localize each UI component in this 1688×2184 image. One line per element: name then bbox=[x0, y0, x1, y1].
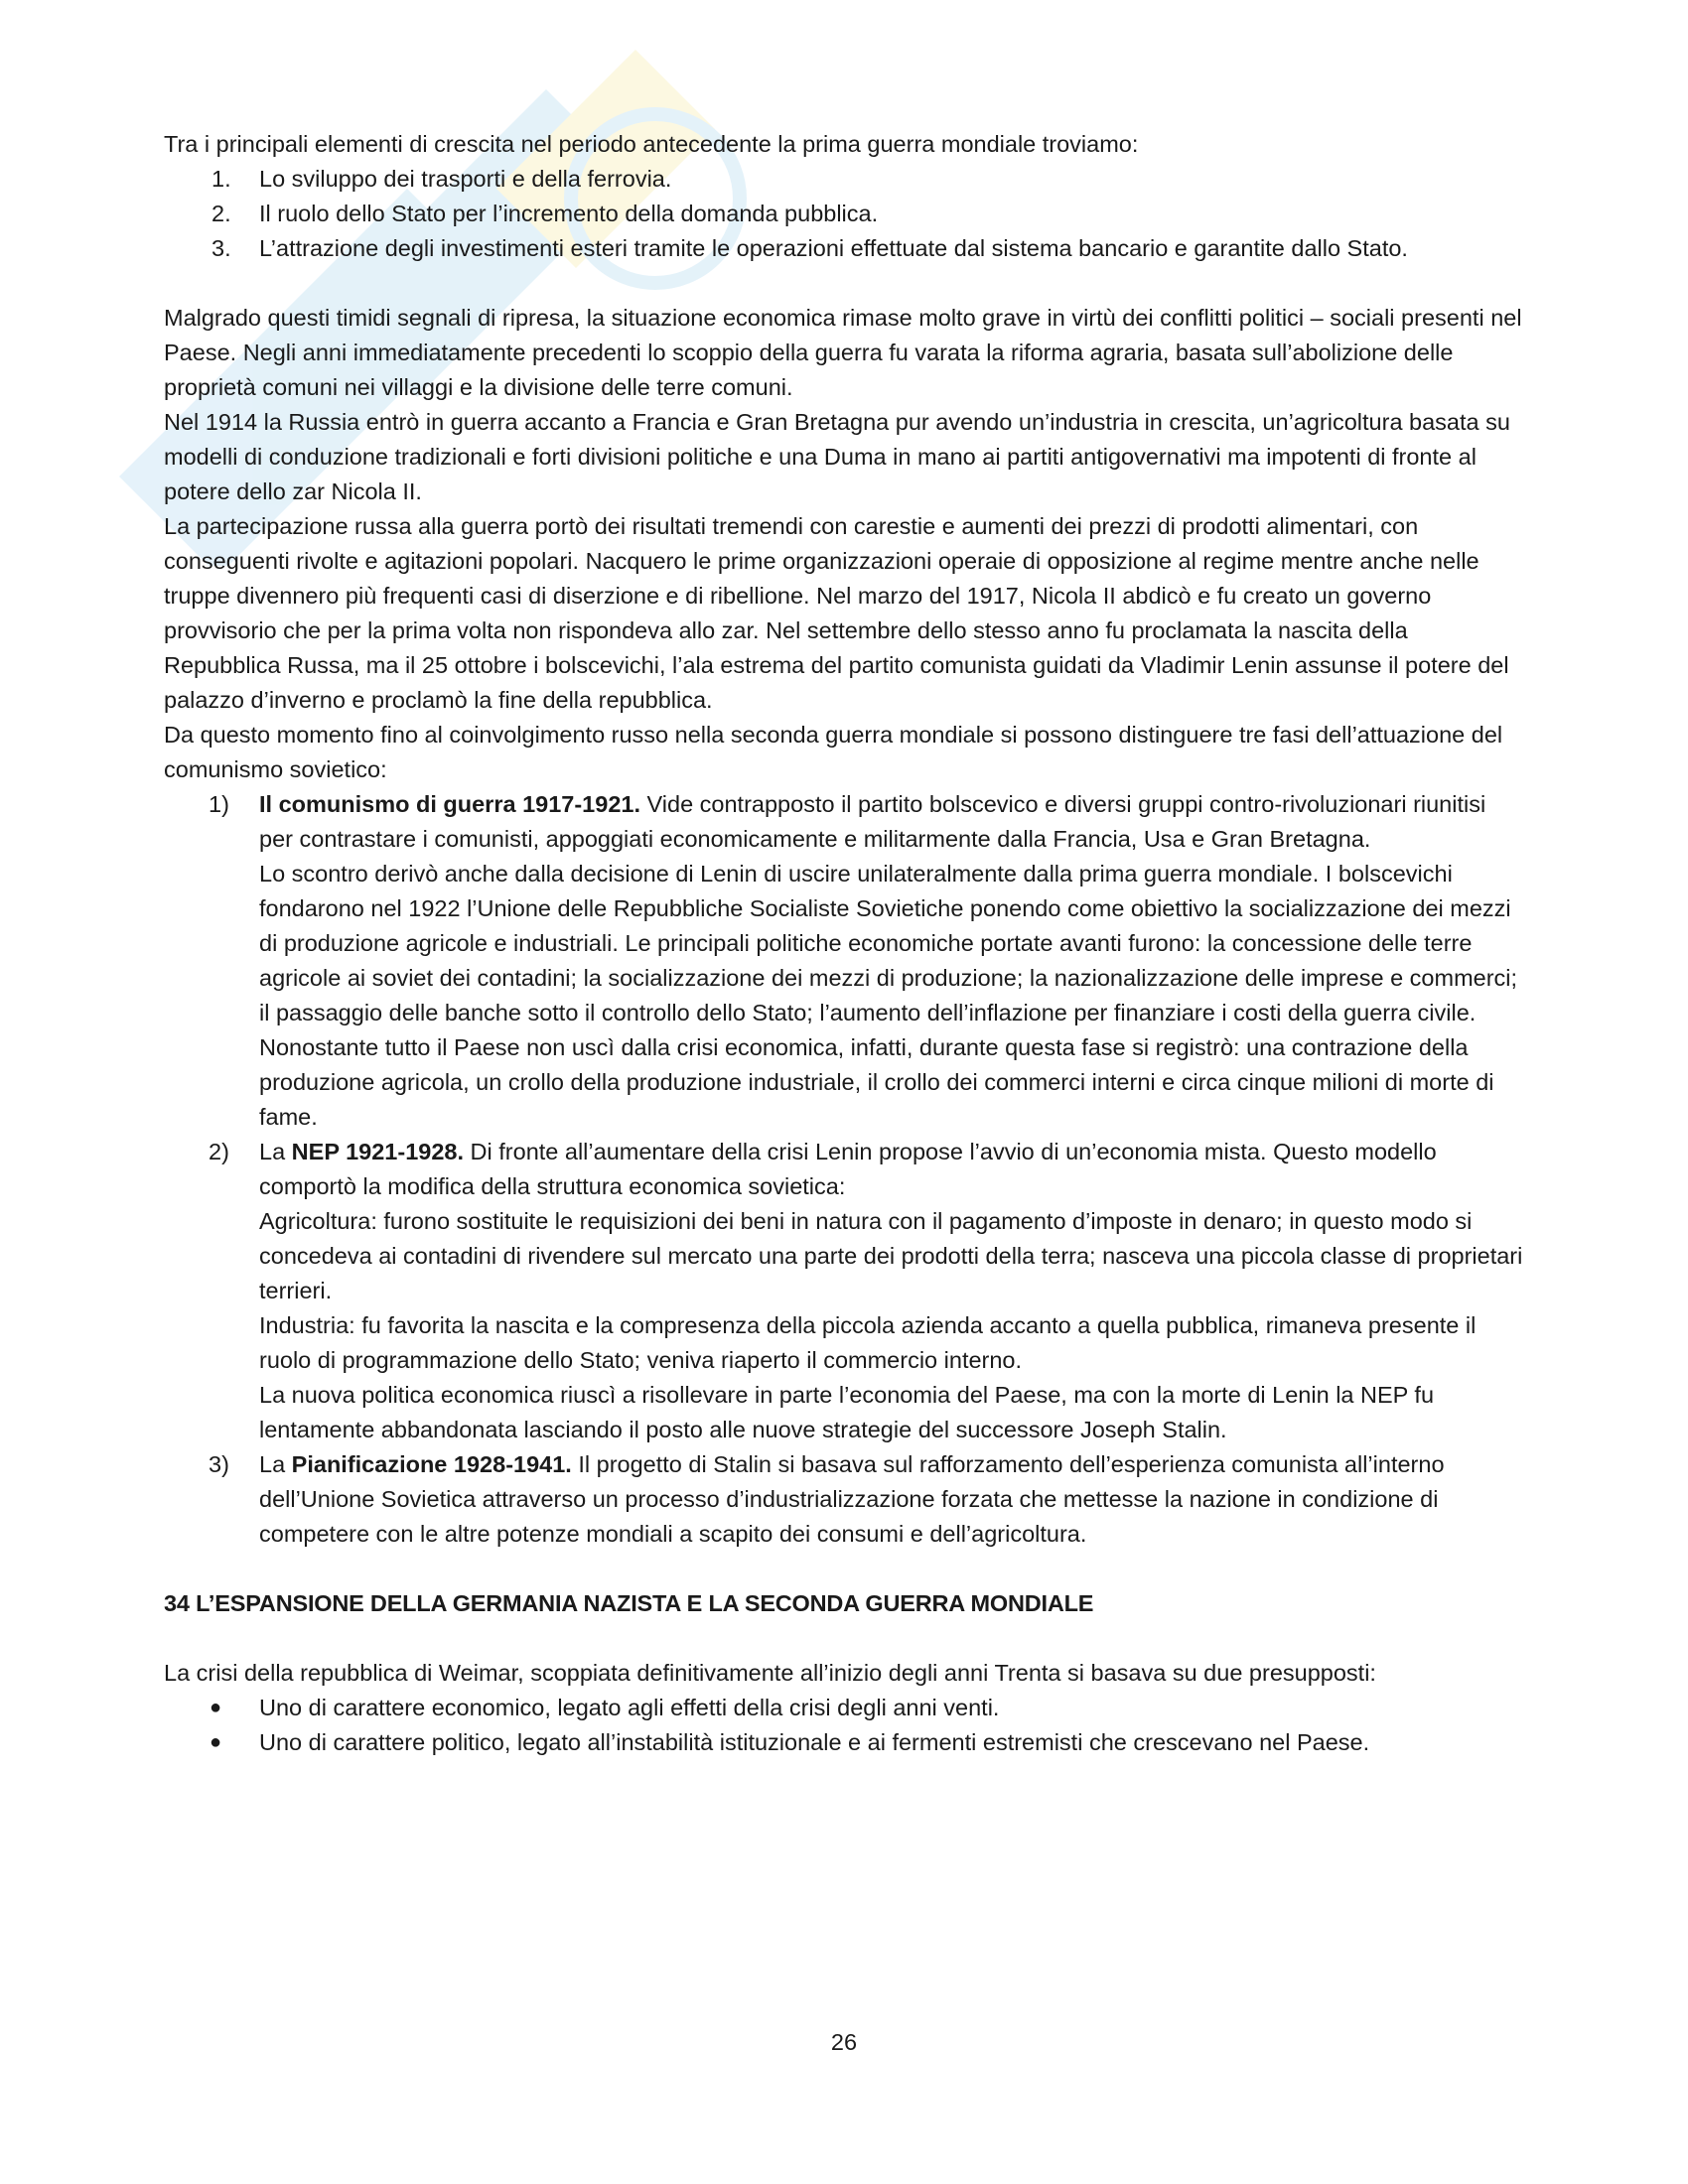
phase-item bbox=[164, 1447, 1524, 1552]
phase-item bbox=[164, 1135, 1524, 1447]
list-number: 2. bbox=[211, 201, 231, 226]
list-number: 3. bbox=[211, 235, 231, 261]
phase-text: Il progetto di Stalin si basava sul rafforzamento dell’esperienza comunista all’interno dell’Unione Sovietica attraverso un processo d’industrializzazione forzata che mettesse la nazione in condizione di competere con le altre potenze mondiali a scapito dei consumi e dell’agricoltura. bbox=[259, 1451, 1445, 1547]
intro-text: Tra i principali elementi di crescita nel periodo antecedente la prima guerra mondiale troviamo: bbox=[164, 131, 1139, 157]
phase-prefix: La bbox=[259, 1139, 292, 1164]
list-text: Lo sviluppo dei trasporti e della ferrovia. bbox=[259, 166, 672, 192]
bullet-list bbox=[164, 1691, 1524, 1760]
list-item bbox=[164, 231, 1524, 266]
phase-paragraph: Agricoltura: furono sostituite le requisizioni dei beni in natura con il pagamento d’imposte in denaro; in questo modo si concedeva ai contadini di rivendere sul mercato una parte dei prodotti della terra; nasceva una piccola classe di proprietari terrieri. bbox=[259, 1208, 1523, 1303]
phase-title: Il comunismo di guerra 1917-1921. bbox=[259, 791, 640, 817]
document-page bbox=[164, 127, 1524, 1760]
list-number: 1. bbox=[211, 166, 231, 192]
phases-list bbox=[164, 787, 1524, 1552]
phase-text: Vide contrapposto il partito bolscevico e diversi gruppi contro-rivoluzionari riunitisi per contrastare i comunisti, appoggiati economicamente e militarmente dalla Francia, Usa e Gran Bretagna. bbox=[259, 791, 1486, 852]
list-text: Il ruolo dello Stato per l’incremento della domanda pubblica. bbox=[259, 201, 879, 226]
paragraph: La partecipazione russa alla guerra portò dei risultati tremendi con carestie e aumenti dei prezzi di prodotti alimentari, con conseguenti rivolte e agitazioni popolari. Nacquero le prime organizzazioni operaie di opposizione al regime mentre anche nelle truppe divennero più frequenti casi di diserzione e di ribellione. Nel marzo del 1917, Nicola II abdicò e fu creato un governo provvisorio che per la prima volta non rispondeva allo zar. Nel settembre dello stesso anno fu proclamata la nascita della Repubblica Russa, ma il 25 ottobre i bolscevichi, l’ala estrema del partito comunista guidati da Vladimir Lenin assunse il potere del palazzo d’inverno e proclamò la fine della repubblica. bbox=[164, 513, 1509, 713]
page-number: 26 bbox=[830, 2029, 858, 2055]
bullet-text: Uno di carattere politico, legato all’instabilità istituzionale e ai fermenti estremisti che crescevano nel Paese. bbox=[259, 1729, 1370, 1755]
section-heading: 34 L’ESPANSIONE DELLA GERMANIA NAZISTA E LA SECONDA GUERRA MONDIALE bbox=[164, 1590, 1094, 1616]
phase-paragraph: La nuova politica economica riuscì a risollevare in parte l’economia del Paese, ma con la morte di Lenin la NEP fu lentamente abbandonata lasciando il posto alle nuove strategie del successore Joseph Stalin. bbox=[259, 1382, 1435, 1442]
bullet-item bbox=[164, 1725, 1524, 1760]
paragraph: Da questo momento fino al coinvolgimento russo nella seconda guerra mondiale si possono distinguere tre fasi dell’attuazione del comunismo sovietico: bbox=[164, 722, 1503, 782]
phase-number: 1) bbox=[209, 791, 229, 817]
phase-paragraph: Lo scontro derivò anche dalla decisione di Lenin di uscire unilateralmente dalla prima guerra mondiale. I bolscevichi fondarono nel 1922 l’Unione delle Repubbliche Socialiste Sovietiche ponendo come obiettivo la socializzazione dei mezzi di produzione agricole e industriali. Le principali politiche economiche portate avanti furono: la concessione delle terre agricole ai soviet dei contadini; la socializzazione dei mezzi di produzione; la nazionalizzazione delle imprese e commerci; il passaggio delle banche sotto il controllo dello Stato; l’aumento dell’inflazione per finanziare i costi della guerra civile. bbox=[259, 861, 1518, 1025]
list-item bbox=[164, 197, 1524, 231]
phase-title: Pianificazione 1928-1941. bbox=[291, 1451, 572, 1477]
phase-item bbox=[164, 787, 1524, 1135]
growth-list bbox=[164, 162, 1524, 266]
bullet-item bbox=[164, 1691, 1524, 1725]
bullet-text: Uno di carattere economico, legato agli effetti della crisi degli anni venti. bbox=[259, 1695, 1000, 1720]
list-text: L’attrazione degli investimenti esteri tramite le operazioni effettuate dal sistema bancario e garantite dallo Stato. bbox=[259, 235, 1408, 261]
phase-paragraph: Nonostante tutto il Paese non uscì dalla crisi economica, infatti, durante questa fase si registrò: una contrazione della produzione agricola, un crollo della produzione industriale, il crollo dei commerci interni e circa cinque milioni di morte di fame. bbox=[259, 1034, 1494, 1130]
paragraph: Malgrado questi timidi segnali di ripresa, la situazione economica rimase molto grave in virtù dei conflitti politici – sociali presenti nel Paese. Negli anni immediatamente precedenti lo scoppio della guerra fu varata la riforma agraria, basata sull’abolizione delle proprietà comuni nei villaggi e la divisione delle terre comuni. bbox=[164, 305, 1522, 400]
phase-paragraph: Industria: fu favorita la nascita e la compresenza della piccola azienda accanto a quella pubblica, rimaneva presente il ruolo di programmazione dello Stato; veniva riaperto il commercio interno. bbox=[259, 1312, 1477, 1373]
phase-number: 2) bbox=[209, 1139, 229, 1164]
bullet-icon: ● bbox=[210, 1697, 222, 1718]
phase-number: 3) bbox=[209, 1451, 229, 1477]
bullet-icon: ● bbox=[210, 1731, 222, 1753]
paragraph: Nel 1914 la Russia entrò in guerra accanto a Francia e Gran Bretagna pur avendo un’industria in crescita, un’agricoltura basata su modelli di conduzione tradizionali e forti divisioni politiche e una Duma in mano ai partiti antigovernativi ma impotenti di fronte al potere dello zar Nicola II. bbox=[164, 409, 1510, 504]
phase-prefix: La bbox=[259, 1451, 292, 1477]
paragraph: La crisi della repubblica di Weimar, scoppiata definitivamente all’inizio degli anni Trenta si basava su due presupposti: bbox=[164, 1660, 1376, 1686]
phase-title: NEP 1921-1928. bbox=[291, 1139, 465, 1164]
list-item bbox=[164, 162, 1524, 197]
phase-text: Di fronte all’aumentare della crisi Lenin propose l’avvio di un’economia mista. Questo modello comportò la modifica della struttura economica sovietica: bbox=[259, 1139, 1437, 1199]
